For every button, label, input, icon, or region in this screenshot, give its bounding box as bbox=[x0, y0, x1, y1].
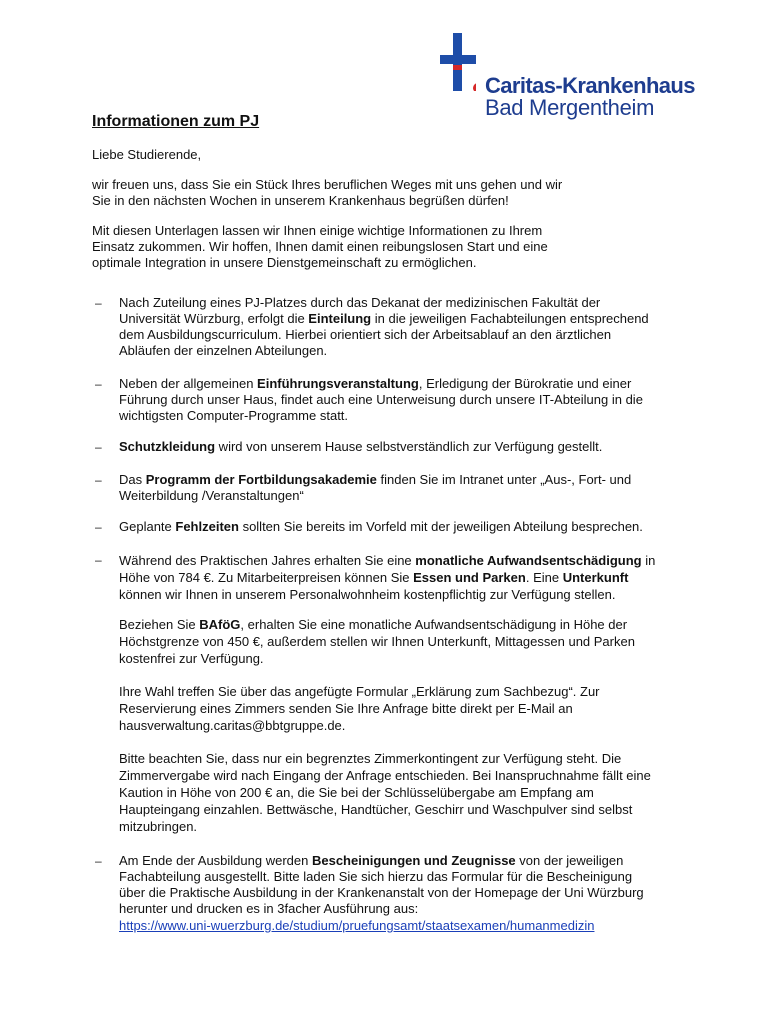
list-item-aufwandsentschaedigung: Während des Praktischen Jahres erhalten Sie eine monatliche Aufwandsentschädigung in Höhe von 784 €. Zu Mitarbeiterpreisen können Sie Essen und Parken. Eine Unterkunft können wir Ihnen in unserem Personalwohnheim kostenpflichtig zur Verfügung stellen. bbox=[119, 553, 656, 602]
uni-wuerzburg-link[interactable]: https://www.uni-wuerzburg.de/studium/pruefungsamt/staatsexamen/humanmedizin bbox=[119, 918, 595, 933]
logo-city: Bad Mergentheim bbox=[485, 95, 655, 120]
document-title: Informationen zum PJ bbox=[92, 113, 260, 130]
sachbezug-paragraph: Ihre Wahl treffen Sie über das angefügte Formular „Erklärung zum Sachbezug“. Zur Reservierung eines Zimmers senden Sie Ihre Anfrage bitte direkt per E-Mail an hausverwaltung.caritas@bbtgruppe.de. bbox=[119, 684, 600, 733]
list-item-fehlzeiten: Geplante Fehlzeiten sollten Sie bereits im Vorfeld mit der jeweiligen Abteilung besprechen. bbox=[119, 519, 643, 534]
logo-name: Caritas-Krankenhaus bbox=[485, 73, 695, 98]
intro-paragraph-2: Mit diesen Unterlagen lassen wir Ihnen einige wichtige Informationen zu Ihrem Einsatz zukommen. Wir hoffen, Ihnen damit einen reibungslosen Start und eine optimale Integration in unsere Dienstgemeinschaft zu ermöglichen. bbox=[92, 223, 548, 270]
greeting: Liebe Studierende, bbox=[92, 147, 202, 162]
bullet-marker: – bbox=[95, 377, 102, 391]
caritas-cross-icon bbox=[440, 33, 476, 91]
hospital-logo bbox=[440, 33, 710, 123]
intro-paragraph-1: wir freuen uns, dass Sie ein Stück Ihres beruflichen Weges mit uns gehen und wir Sie in den nächsten Wochen in unserem Krankenhaus begrüßen dürfen! bbox=[92, 177, 563, 208]
bullet-marker: – bbox=[95, 440, 102, 454]
list-item-einteilung: Nach Zuteilung eines PJ-Platzes durch das Dekanat der medizinischen Fakultät der Universität Würzburg, erfolgt die Einteilung in die jeweiligen Fachabteilungen entsprechend dem Ausbildungscurriculum. Hierbei orientiert sich der Arbeitsablauf an den ärztlichen Abläufen der einzelnen Abteilungen. bbox=[119, 295, 649, 358]
bafoeg-paragraph: Beziehen Sie BAföG, erhalten Sie eine monatliche Aufwandsentschädigung in Höhe der Höchstgrenze von 450 €, außerdem stellen wir Ihnen Unterkunft, Mittagessen und Parken kostenfrei zur Verfügung. bbox=[119, 617, 635, 666]
bullet-marker: – bbox=[95, 854, 102, 868]
zimmerkontingent-paragraph: Bitte beachten Sie, dass nur ein begrenztes Zimmerkontingent zur Verfügung steht. Die Zimmervergabe wird nach Eingang der Anfrage entschieden. Bei Inanspruchnahme fällt eine Kaution in Höhe von 200 € an, die Sie bei der Schlüsselübergabe am Empfang am Haupteingang einzahlen. Bettwäsche, Handtücher, Geschirr und Waschpulver sind selbst mitzubringen. bbox=[119, 751, 651, 834]
bullet-marker: – bbox=[95, 520, 102, 534]
list-item-fortbildung: Das Programm der Fortbildungsakademie finden Sie im Intranet unter „Aus-, Fort- und Weiterbildung /Veranstaltungen“ bbox=[119, 472, 632, 503]
list-item-einfuehrung: Neben der allgemeinen Einführungsveranstaltung, Erledigung der Bürokratie und einer Führung durch unser Haus, findet auch eine Unterweisung durch unsere IT-Abteilung in die wichtigsten Computer-Programme statt. bbox=[119, 376, 643, 423]
bullet-marker: – bbox=[95, 553, 102, 567]
bullet-marker: – bbox=[95, 296, 102, 310]
list-item-schutzkleidung: Schutzkleidung wird von unserem Hause selbstverständlich zur Verfügung gestellt. bbox=[119, 439, 603, 454]
list-item-bescheinigungen: Am Ende der Ausbildung werden Bescheinigungen und Zeugnisse von der jeweiligen Fachabteilung ausgestellt. Bitte laden Sie sich hierzu das Formular für die Bescheinigung über die Praktische Ausbildung in der Krankenanstalt von der Homepage der Uni Würzburg herunter und drucken es in 3facher Ausführung aus: https://www.uni-wuerzburg.de/studium/pruefungsamt/staatsexamen/humanmedizin bbox=[119, 853, 644, 933]
bullet-marker: – bbox=[95, 473, 102, 487]
